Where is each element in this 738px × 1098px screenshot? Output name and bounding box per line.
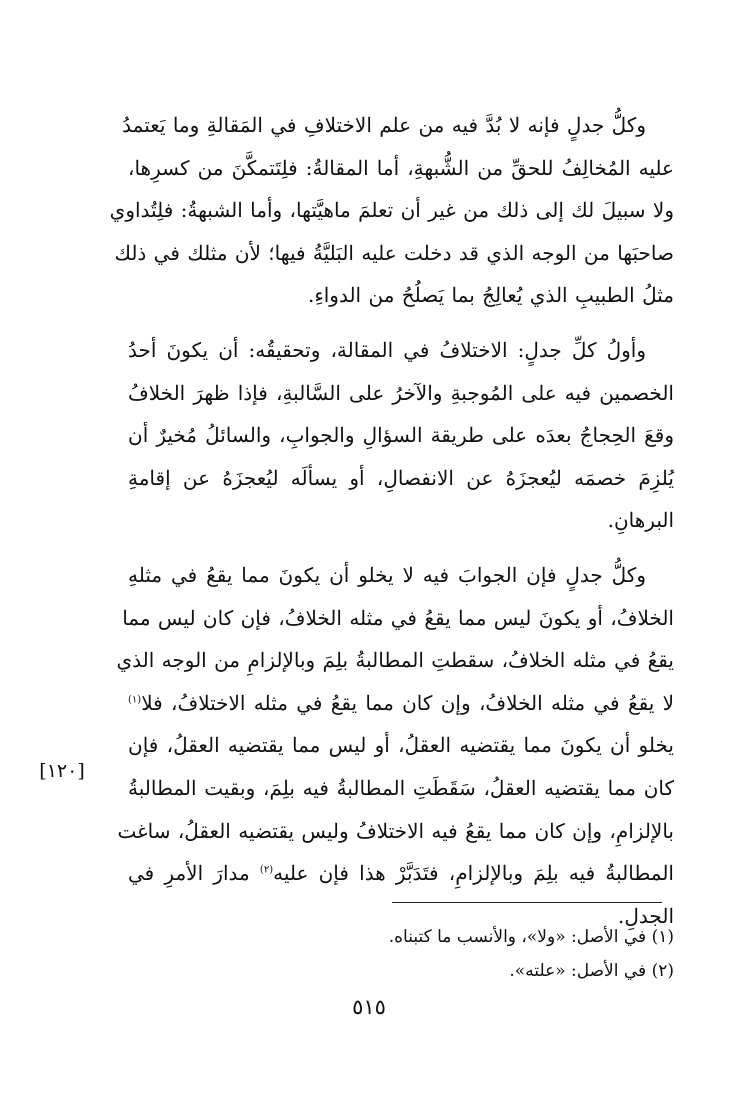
- text-line: [128, 682, 674, 725]
- text-line: صاحبَها من الوجه الذي قد دخلت عليه البَليَّةُ فيها؛ لأن مثلك في ذلك: [114, 240, 674, 265]
- footnote-1: (١) في الأصل: «ولا»، والأنسب ما كتبناه.: [388, 927, 674, 947]
- margin-page-reference: [١٢٠]: [39, 760, 85, 782]
- main-text: [109, 104, 674, 937]
- text-line-tail: مدارَ الأمرِ في: [128, 861, 260, 886]
- text-line: ولا سبيلَ لك إلى ذلك من غير أن تعلمَ ماهيَّتها، وأما الشبهةُ: فلِتُداوي: [109, 198, 674, 223]
- text-line: وكلُّ جدلٍ فإن الجوابَ فيه لا يخلو أن يكونَ مما يقعُ في مثلهِ: [128, 562, 646, 587]
- footnote-ref-1[interactable]: (١): [128, 694, 142, 706]
- text-line: الخلافُ، أو يكونَ ليس مما يقعُ في مثله الخلافُ، فإن كان ليس مما: [122, 605, 674, 630]
- text-line-body: لا يقعُ في مثله الخلافُ، وإن كان مما يقعُ في مثله الاختلافُ، فلا: [141, 690, 674, 715]
- text-line: وكلُّ جدلٍ فإنه لا بُدَّ فيه من علم الاختلافِ في المَقالةِ وما يَعتمدُ: [122, 113, 646, 137]
- footnotes: [128, 920, 674, 988]
- text-line: بالإلزامِ، وإن كان مما يقعُ فيه الاختلافُ وليس يقتضيه العقلُ، ساغت: [117, 818, 674, 843]
- paragraph-2: [128, 329, 674, 542]
- text-line-body: المطالبةُ فيه بلِمَ وبالإلزامِ، فتَدَبَّرْ هذا فإن عليه: [273, 861, 674, 886]
- text-line: يُلزِمَ خصمَه ليُعجزَهُ عن الانفصالِ، أو يسألَه ليُعجزَهُ عن إقامةِ: [128, 465, 674, 490]
- text-line: مثلُ الطبيبِ الذي يُعالِجُ بما يَصلُحُ من الدواءِ.: [307, 283, 674, 308]
- footnote-ref-2[interactable]: (٢): [259, 864, 274, 876]
- text-line: كان مما يقتضيه العقلُ، سَقَطَتِ المطالبةُ فيه بلِمَ، وبقيت المطالبةُ: [128, 775, 674, 800]
- text-line: البرهانِ.: [607, 508, 674, 533]
- page-number: ٥١٥: [352, 995, 386, 1019]
- footnote-divider: [392, 902, 662, 903]
- text-line: وأولُ كلِّ جدلٍ: الاختلافُ في المقالة، وتحقيقُه: أن يكونَ أحدُ: [128, 337, 646, 362]
- footnote-2: (٢) في الأصل: «علته».: [509, 961, 674, 981]
- text-line: عليه المُخالِفُ للحقِّ من الشُّبهةِ، أما المقالةُ: فلِتَتمكَّنَ من كسرِها،: [128, 155, 674, 180]
- text-line: يخلو أن يكونَ مما يقتضيه العقلُ، أو ليس مما يقتضيه العقلُ، فإن: [128, 733, 674, 758]
- paragraph-1: [109, 104, 674, 317]
- text-line: وقعَ الحِجاجُ بعدَه على طريقة السؤالِ والجوابِ، والسائلُ مُخيرٌ أن: [128, 423, 674, 448]
- text-line: الجدلِ.: [618, 903, 674, 928]
- text-line: يقعُ في مثله الخلافُ، سقطتِ المطالبةُ بلِمَ وبالإلزامِ من الوجه الذي: [116, 648, 674, 673]
- paragraph-3: [116, 554, 674, 937]
- text-line: [128, 852, 674, 895]
- text-line: الخصمين فيه على المُوجبةِ والآخرُ على السَّالبةِ، فإذا ظهرَ الخلافُ: [128, 380, 674, 405]
